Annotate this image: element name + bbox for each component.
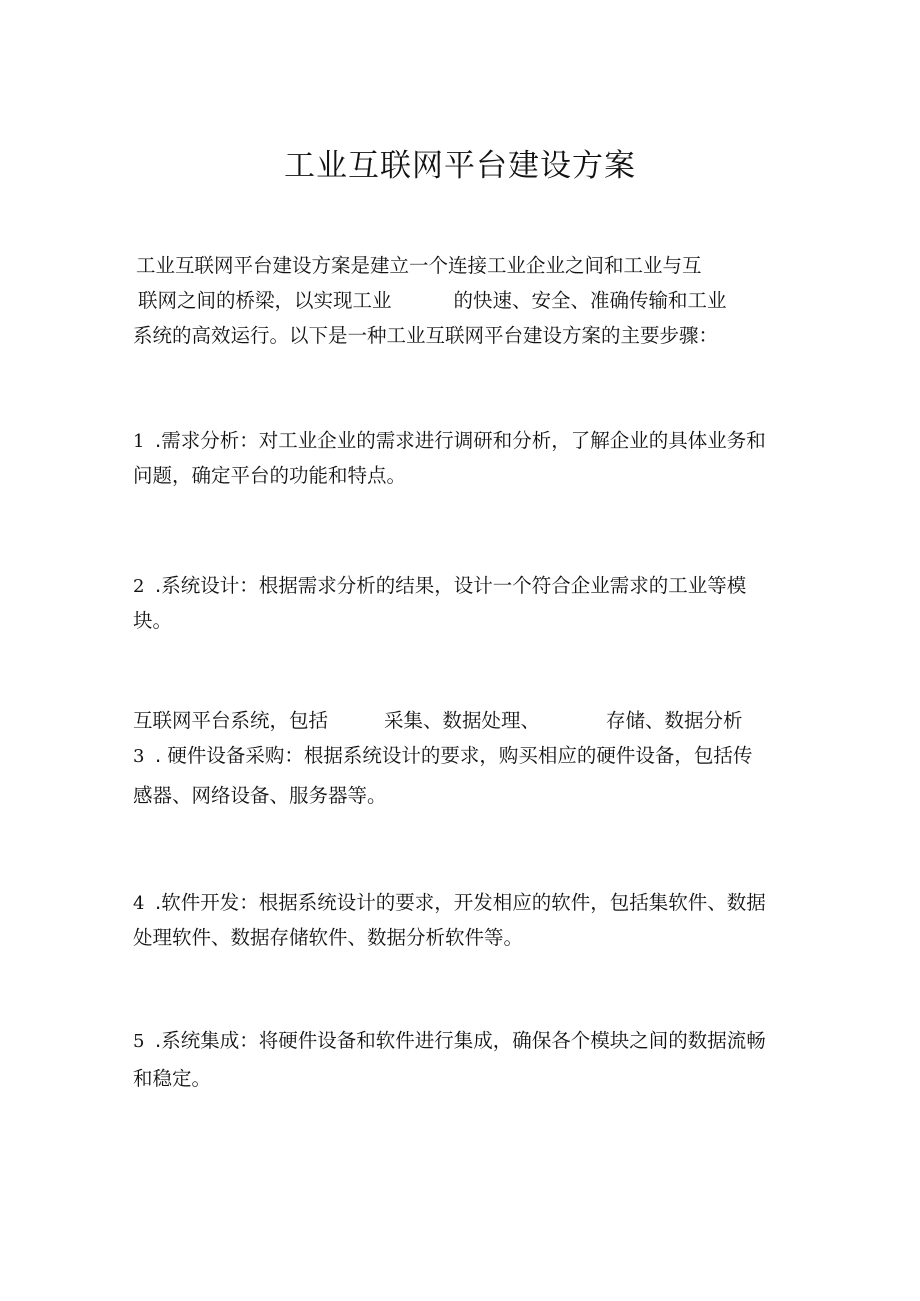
step-4-line-1 bbox=[133, 890, 766, 917]
fragment-part-1: 互联网平台系统，包括 bbox=[133, 709, 329, 732]
step-4-line-2: 处理软件、数据存储软件、数据分析软件等。 bbox=[133, 926, 524, 949]
intro-line-2 bbox=[138, 288, 727, 314]
step-1-line-2: 问题，确定平台的功能和特点。 bbox=[133, 464, 407, 487]
step-1-number: 1 bbox=[133, 431, 145, 452]
step-5-number: 5 bbox=[133, 1031, 145, 1052]
step-2-text: .系统设计：根据需求分析的结果，设计一个符合企业需求的工业等模 bbox=[155, 574, 747, 597]
step-2-number: 2 bbox=[133, 576, 145, 597]
intro-line-3: 系统的高效运行。以下是一种工业互联网平台建设方案的主要步骤： bbox=[133, 324, 719, 347]
step-5-line-2: 和稳定。 bbox=[133, 1067, 212, 1090]
step-3-number: 3 bbox=[133, 746, 145, 767]
fragment-part-2: 采集、数据处理、 bbox=[384, 709, 541, 732]
step-3-line-1 bbox=[133, 743, 752, 770]
step-1-line-1 bbox=[133, 428, 766, 455]
step-1-text: .需求分析：对工业企业的需求进行调研和分析，了解企业的具体业务和 bbox=[155, 429, 766, 452]
step-4-number: 4 bbox=[133, 893, 145, 914]
fragment-part-3: 存储、数据分析 bbox=[606, 709, 743, 732]
intro-line-1: 工业互联网平台建设方案是建立一个连接工业企业之间和工业与互 bbox=[136, 254, 702, 277]
step-2-line-1 bbox=[133, 573, 746, 600]
intro-line-2-part-1: 联网之间的桥梁，以实现工业 bbox=[138, 289, 392, 312]
intro-line-2-part-2: 的快速、安全、准确传输和工业 bbox=[453, 289, 727, 312]
step-5-line-1 bbox=[133, 1028, 766, 1055]
step-3-line-2: 感器、网络设备、服务器等。 bbox=[133, 784, 387, 807]
step-5-text: .系统集成：将硬件设备和软件进行集成，确保各个模块之间的数据流畅 bbox=[155, 1029, 766, 1052]
step-4-text: .软件开发：根据系统设计的要求，开发相应的软件，包括集软件、数据 bbox=[155, 891, 766, 914]
step-3-text: . 硬件设备采购：根据系统设计的要求，购买相应的硬件设备，包括传 bbox=[155, 744, 753, 767]
step-2-line-2: 块。 bbox=[133, 609, 173, 632]
fragment-line bbox=[133, 708, 743, 734]
document-title: 工业互联网平台建设方案 bbox=[284, 148, 636, 184]
